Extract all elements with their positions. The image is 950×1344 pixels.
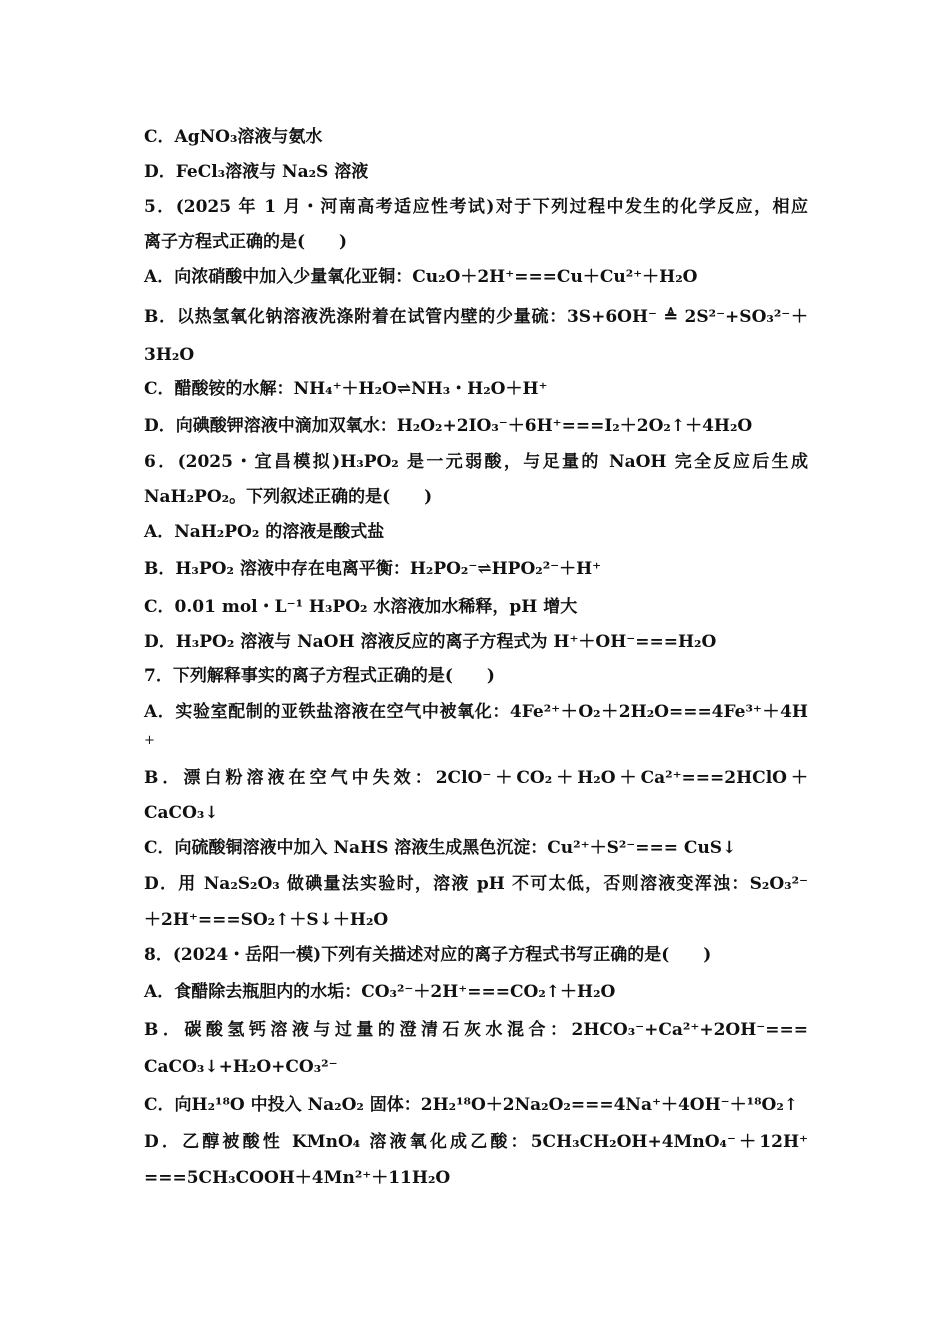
question-8-stem: 8．(2024・岳阳一模)下列有关描述对应的离子方程式书写正确的是( ) xyxy=(144,945,712,965)
option-q6-d: D．H₃PO₂ 溶液与 NaOH 溶液反应的离子方程式为 H⁺＋OH⁻===H₂O xyxy=(144,632,717,652)
option-q7-a-line-2: + xyxy=(144,733,155,748)
option-q5-d: D．向碘酸钾溶液中滴加双氧水：H₂O₂+2IO₃⁻＋6H⁺===I₂＋2O₂↑＋4H₂O xyxy=(144,416,753,436)
option-q5-b-line-2: 3H₂O xyxy=(144,345,195,365)
option-q8-d-line-2: ===5CH₃COOH＋4Mn²⁺＋11H₂O xyxy=(144,1168,451,1188)
option-q7-b-line-1: B．漂白粉溶液在空气中失效：2ClO⁻＋CO₂＋H₂O＋Ca²⁺===2HClO＋ xyxy=(144,768,808,788)
question-6-stem-line-1: 6．(2025・宜昌模拟)H₃PO₂ 是一元弱酸，与足量的 NaOH 完全反应后生成 xyxy=(144,452,808,472)
option-q7-d-line-1: D．用 Na₂S₂O₃ 做碘量法实验时，溶液 pH 不可太低，否则溶液变浑浊：S₂O₃²⁻ xyxy=(144,874,808,894)
option-q8-b-line-2: CaCO₃↓+H₂O+CO₃²⁻ xyxy=(144,1057,338,1077)
option-q5-a: A．向浓硝酸中加入少量氧化亚铜：Cu₂O＋2H⁺===Cu＋Cu²⁺＋H₂O xyxy=(144,267,698,287)
option-q5-c: C．醋酸铵的水解：NH₄⁺＋H₂O⇌NH₃・H₂O＋H⁺ xyxy=(144,379,548,399)
option-q6-c: C．0.01 mol・L⁻¹ H₃PO₂ 水溶液加水稀释，pH 增大 xyxy=(144,597,578,617)
option-q7-d-line-2: ＋2H⁺===SO₂↑＋S↓＋H₂O xyxy=(144,910,389,930)
option-q6-a: A．NaH₂PO₂ 的溶液是酸式盐 xyxy=(144,522,385,542)
question-5-stem-line-2: 离子方程式正确的是( ) xyxy=(144,232,348,252)
option-q7-b-line-2: CaCO₃↓ xyxy=(144,803,219,823)
option-q7-c: C．向硫酸铜溶液中加入 NaHS 溶液生成黑色沉淀：Cu²⁺＋S²⁻=== CuS↓ xyxy=(144,838,737,858)
option-q8-d-line-1: D．乙醇被酸性 KMnO₄ 溶液氧化成乙酸：5CH₃CH₂OH+4MnO₄⁻＋12H⁺ xyxy=(144,1132,808,1152)
option-q7-a-line-1: A．实验室配制的亚铁盐溶液在空气中被氧化：4Fe²⁺＋O₂＋2H₂O===4Fe³⁺＋4H xyxy=(144,702,808,722)
question-7-stem: 7．下列解释事实的离子方程式正确的是( ) xyxy=(144,666,495,686)
option-q8-a: A．食醋除去瓶胆内的水垢：CO₃²⁻＋2H⁺===CO₂↑＋H₂O xyxy=(144,982,616,1002)
option-q4-c: C．AgNO₃溶液与氨水 xyxy=(144,127,323,147)
option-q6-b: B．H₃PO₂ 溶液中存在电离平衡：H₂PO₂⁻⇌HPO₂²⁻＋H⁺ xyxy=(144,559,602,579)
question-6-stem-line-2: NaH₂PO₂。下列叙述正确的是( ) xyxy=(144,487,433,507)
option-q5-b-line-1: B．以热氢氧化钠溶液洗涤附着在试管内壁的少量硫：3S+6OH⁻ ≜ 2S²⁻+SO₃²⁻＋ xyxy=(144,307,808,327)
option-q4-d: D．FeCl₃溶液与 Na₂S 溶液 xyxy=(144,162,369,182)
question-5-stem-line-1: 5．(2025 年 1 月・河南高考适应性考试)对于下列过程中发生的化学反应，相应 xyxy=(144,197,808,217)
option-q8-b-line-1: B．碳酸氢钙溶液与过量的澄清石灰水混合：2HCO₃⁻+Ca²⁺+2OH⁻=== xyxy=(144,1020,808,1040)
option-q8-c: C．向H₂¹⁸O 中投入 Na₂O₂ 固体：2H₂¹⁸O＋2Na₂O₂===4Na⁺＋4OH⁻＋¹⁸O₂↑ xyxy=(144,1095,799,1115)
